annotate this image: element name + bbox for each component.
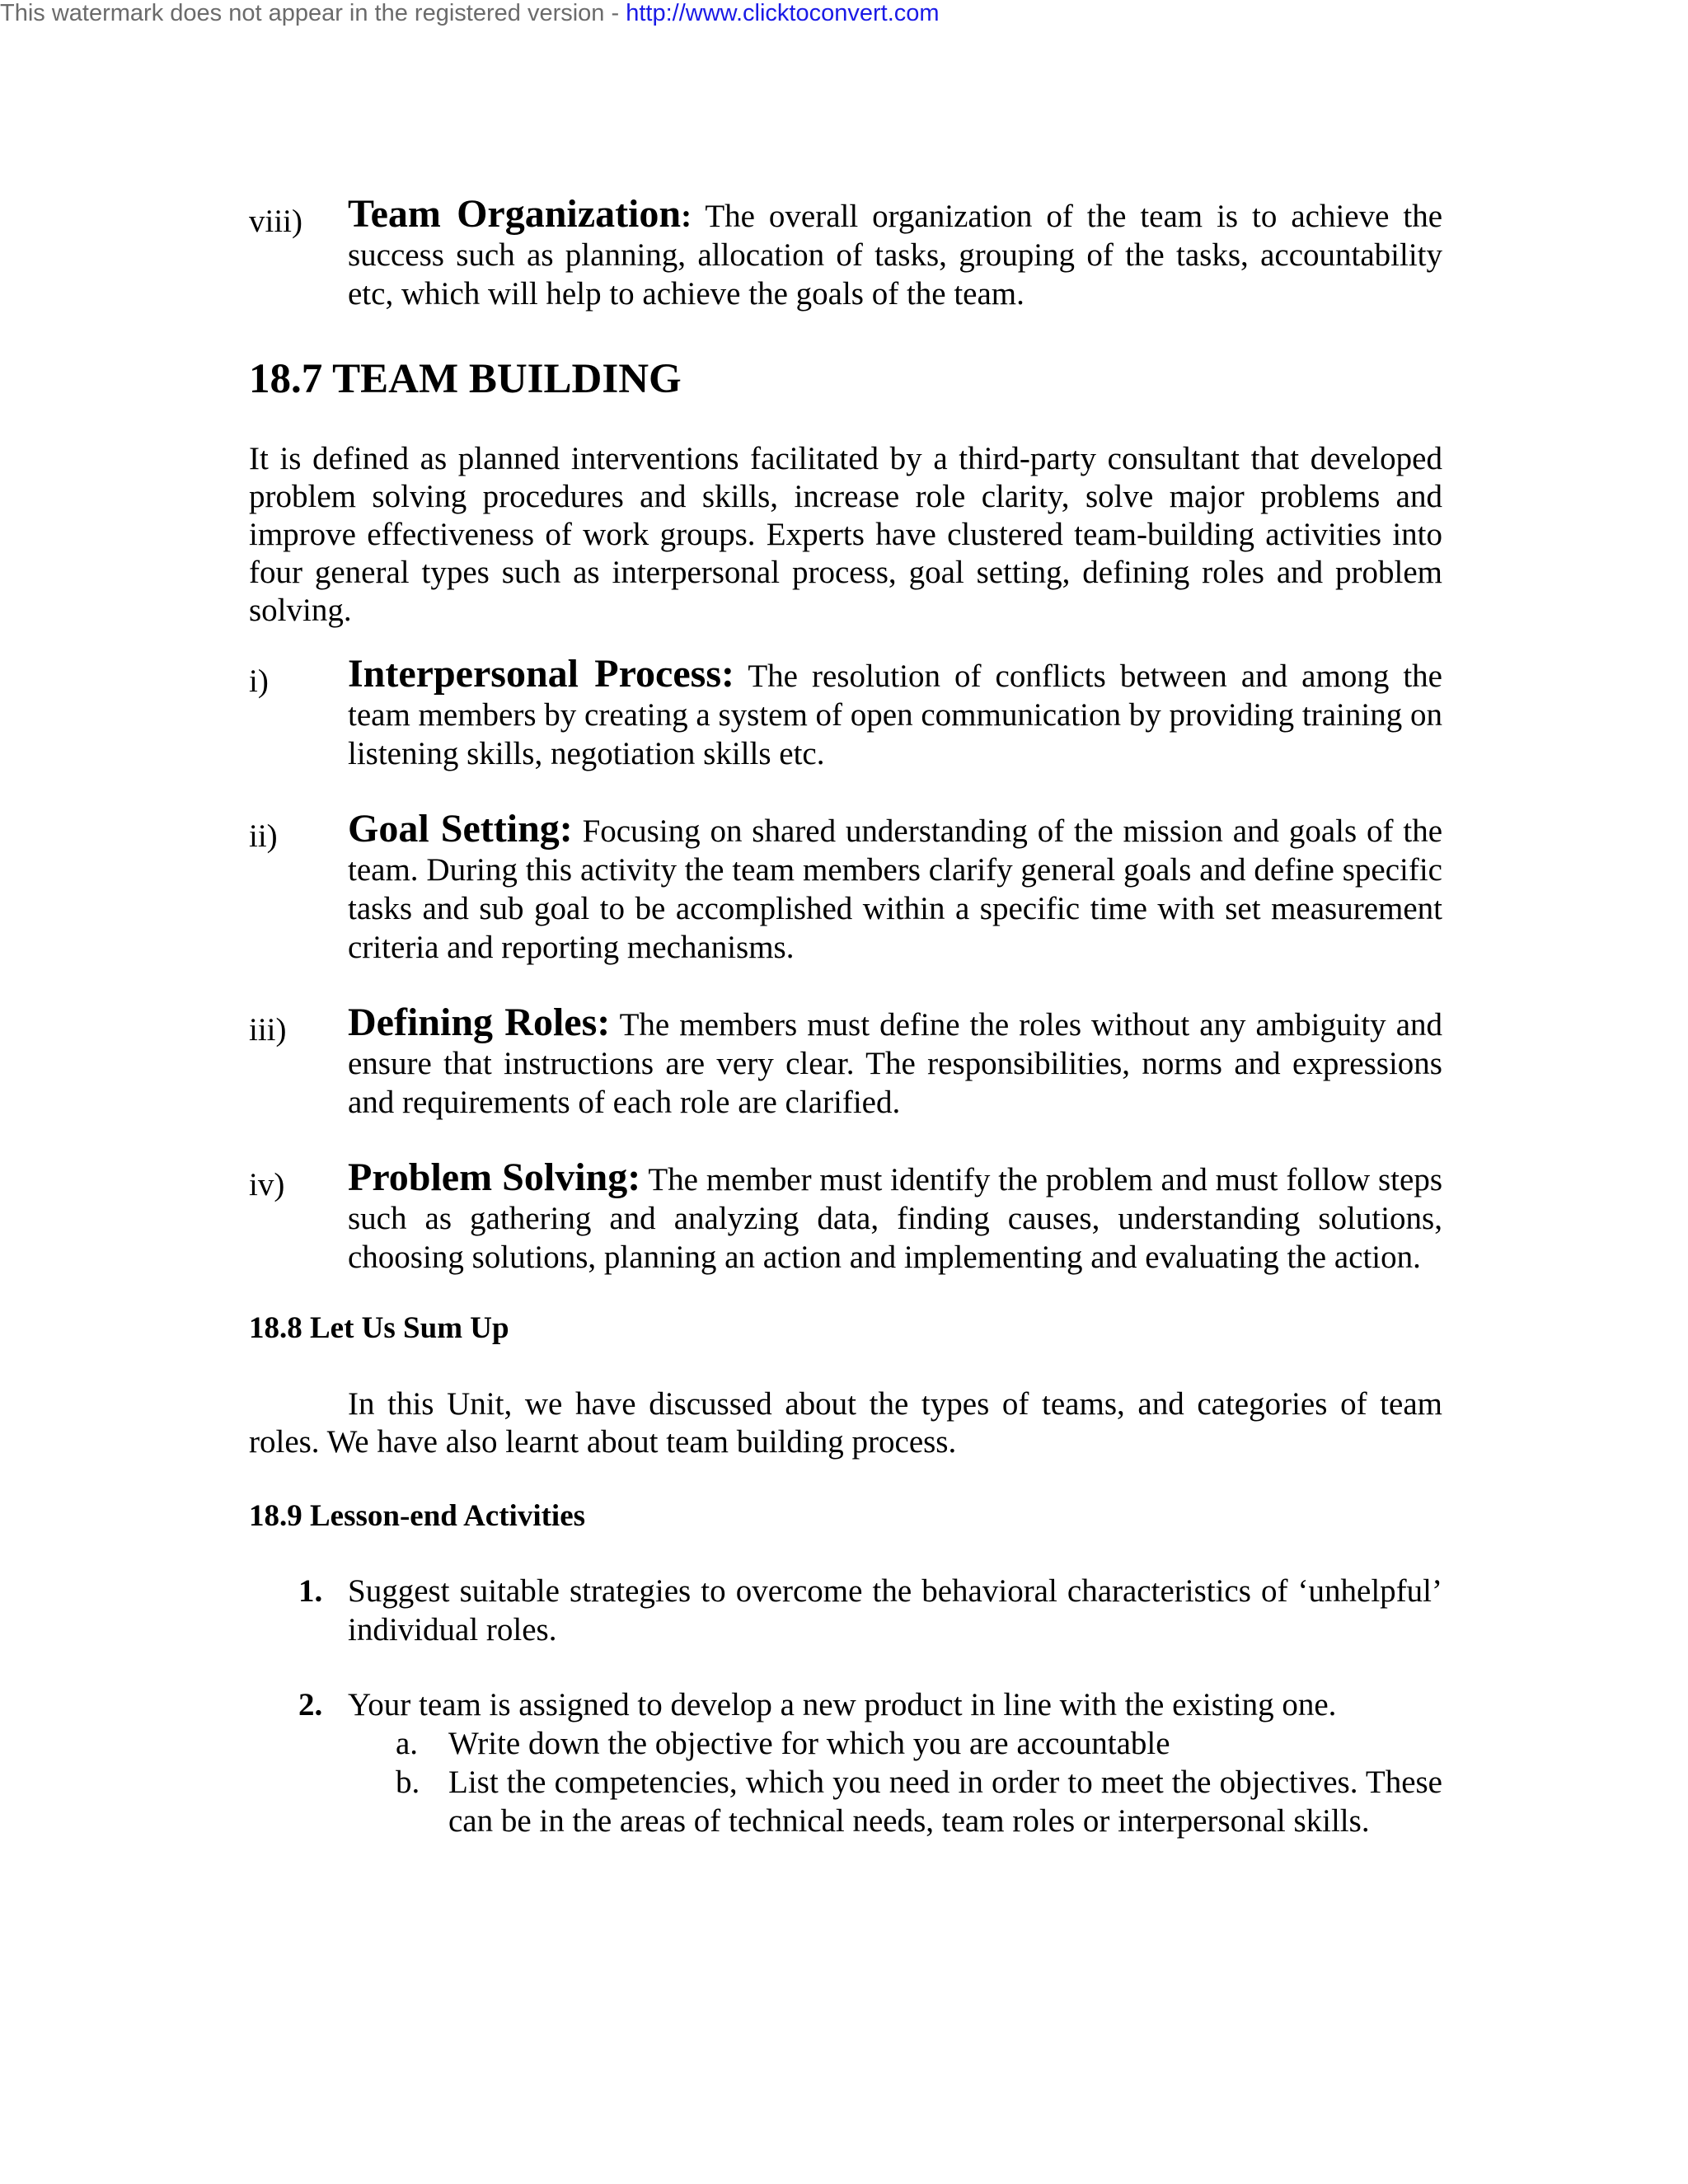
section-title-lesson-end-activities: 18.9 Lesson-end Activities <box>249 1499 586 1533</box>
item-colon: : <box>681 199 692 234</box>
watermark <box>0 0 940 26</box>
team-organization-item <box>249 194 1442 313</box>
item-term: Problem Solving: <box>348 1155 641 1199</box>
item-number: iii) <box>249 1012 287 1047</box>
team-building-intro: It is defined as planned interventions facilitated by a third-party consultant that developed problem solving procedures and skills, increase role clarity, solve major problems and improve effectiveness of work groups. Experts have clustered team-building activities into four general types such as interpersonal process, goal setting, defining roles and problem solving. <box>249 441 1442 628</box>
item-text: The overall organization of the team is to achieve the success such as planning, allocation of tasks, grouping of the tasks, accountability etc, which will help to achieve the goals of the team. <box>348 199 1443 312</box>
item-number: iv) <box>249 1167 285 1202</box>
activity-number: 1. <box>298 1573 323 1609</box>
item-text: The members must define the roles without any ambiguity and ensure that instructions are very clear. The responsibilities, norms and expressions and requirements of each role are clarified. <box>348 1007 1443 1120</box>
activity-text: Suggest suitable strategies to overcome the behavioral characteristics of ‘unhelpful’ individual roles. <box>348 1573 1442 1647</box>
activity-text: Your team is assigned to develop a new product in line with the existing one. <box>348 1687 1337 1722</box>
item-body <box>348 1003 1442 1122</box>
item-body <box>348 809 1442 967</box>
subitem-text: Write down the objective for which you are accountable <box>448 1726 1170 1761</box>
activity-item-2 <box>249 1685 1442 1724</box>
sum-up-paragraph: In this Unit, we have discussed about the types of teams, and categories of team roles. We have also learnt about team building process. <box>249 1386 1442 1460</box>
activity-item-1 <box>249 1572 1442 1649</box>
item-term: Team Organization <box>348 192 682 236</box>
subitem-letter: a. <box>396 1726 419 1761</box>
item-number: i) <box>249 663 269 699</box>
item-body <box>348 1155 1443 1277</box>
subitem-letter: b. <box>396 1765 420 1800</box>
item-term: Defining Roles: <box>348 1001 611 1044</box>
item-text: Focusing on shared understanding of the mission and goals of the team. During this activity the team members clarify general goals and define specific tasks and sub goal to be accomplished within a specific time with set measurement criteria and reporting mechanisms. <box>348 813 1443 965</box>
item-text: The member must identify the problem and must follow steps such as gathering and analyzing data, finding causes, understanding solutions, choosing solutions, planning an action and implementing and evaluating the action. <box>348 1162 1443 1275</box>
item-body <box>348 654 1442 773</box>
item-text: The resolution of conflicts between and among the team members by creating a system of open communication by providing training on listening skills, negotiation skills etc. <box>348 658 1442 771</box>
document-content <box>249 194 1442 1840</box>
activity-subitem-a <box>249 1724 1442 1763</box>
subitem-text: List the competencies, which you need in order to meet the objectives. These can be in the areas of technical needs, team roles or interpersonal skills. <box>448 1765 1442 1839</box>
list-item-interpersonal-process <box>249 654 1442 773</box>
item-number: viii) <box>249 204 302 239</box>
item-term: Interpersonal Process: <box>348 652 734 696</box>
list-item-problem-solving <box>249 1155 1443 1277</box>
section-title-sum-up: 18.8 Let Us Sum Up <box>249 1311 509 1345</box>
activity-number: 2. <box>298 1687 323 1722</box>
activity-subitem-b <box>249 1763 1442 1840</box>
item-body <box>348 194 1442 313</box>
item-term: Goal Setting: <box>348 807 573 851</box>
item-number: ii) <box>249 818 278 854</box>
list-item-defining-roles <box>249 1003 1442 1122</box>
section-title-team-building: 18.7 TEAM BUILDING <box>249 356 682 402</box>
watermark-text: This watermark does not appear in the registered version - <box>0 0 626 26</box>
list-item-goal-setting <box>249 809 1442 967</box>
watermark-link[interactable]: http://www.clicktoconvert.com <box>626 0 940 26</box>
